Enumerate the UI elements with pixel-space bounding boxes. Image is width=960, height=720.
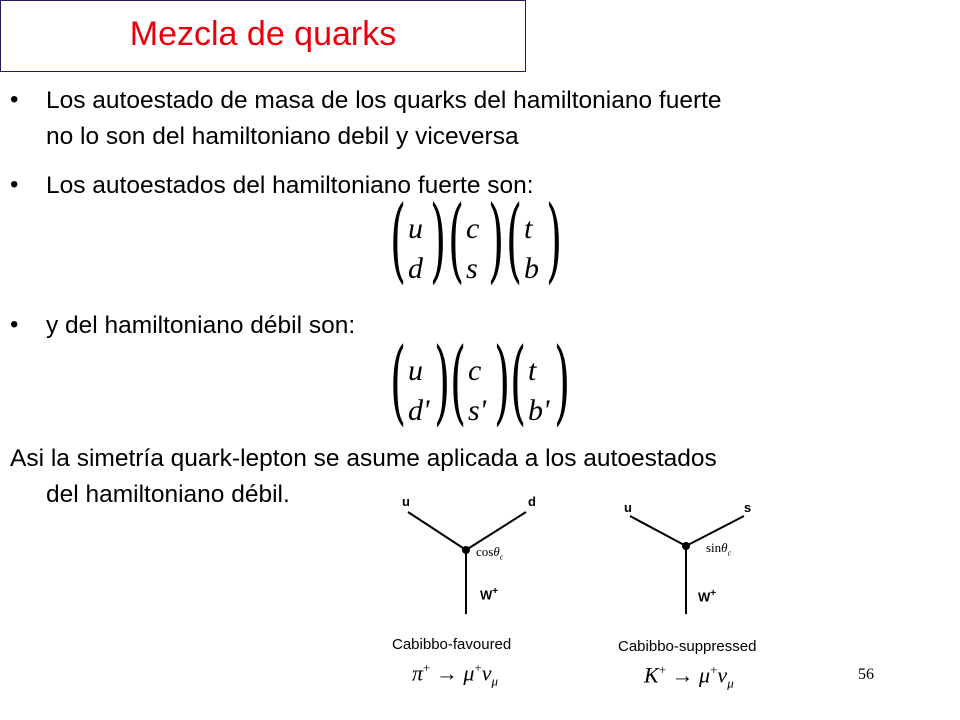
doublet-top: c — [466, 212, 480, 245]
doublet-top: t — [528, 354, 537, 387]
right-paren: ) — [488, 186, 505, 293]
coupling-label: sinθ$_c$ — [706, 540, 732, 558]
doublet-top: u — [408, 354, 423, 387]
doublet — [390, 186, 448, 294]
diagram-caption: Cabibbo-favoured — [392, 636, 512, 653]
feynman-diagram-favoured — [390, 490, 560, 690]
doublet-top: t — [524, 212, 533, 245]
doublet — [506, 186, 564, 294]
doublet-bottom: d — [408, 252, 423, 285]
left-paren: ( — [506, 186, 523, 293]
title-box — [0, 0, 526, 72]
quark-label-right: s — [744, 500, 752, 515]
right-paren: ) — [434, 328, 451, 435]
weak-doublets — [390, 328, 571, 436]
boson-label: W+ — [480, 586, 499, 603]
conclusion-text-continued: del hamiltoniano débil. — [46, 481, 290, 508]
quark-label-left: u — [624, 500, 632, 515]
doublet — [390, 328, 452, 436]
doublet-bottom: s' — [468, 394, 487, 427]
doublet-bottom: b' — [528, 394, 550, 427]
left-paren: ( — [510, 328, 527, 435]
right-paren: ) — [546, 186, 563, 293]
slide-title: Mezcla de quarks — [129, 15, 397, 53]
right-paren: ) — [554, 328, 571, 435]
page-number: 56 — [858, 666, 874, 683]
left-paren: ( — [390, 186, 407, 293]
vertex-lines — [390, 490, 560, 620]
doublet — [450, 328, 512, 436]
doublet-bottom: b — [524, 252, 539, 285]
diagram-caption: Cabibbo-suppressed — [618, 638, 757, 655]
bullet-marker: • — [10, 311, 19, 338]
vertex-lines — [612, 496, 792, 626]
bullet-text: Los autoestados del hamiltoniano fuerte son: — [46, 172, 534, 199]
doublet-bottom: s — [466, 252, 478, 285]
quark-label-left: u — [402, 494, 410, 509]
feynman-diagram-suppressed — [612, 496, 792, 696]
bullet-text: y del hamiltoniano débil son: — [46, 312, 356, 339]
coupling-label: cosθ$_c$ — [476, 544, 504, 562]
boson-label: W+ — [698, 588, 717, 605]
bullet-text-continued: no lo son del hamiltoniano debil y viceversa — [46, 123, 519, 150]
bullet-marker: • — [10, 171, 19, 198]
left-paren: ( — [450, 328, 467, 435]
doublet-top: u — [408, 212, 423, 245]
strong-doublets — [390, 186, 564, 294]
doublet-top: c — [468, 354, 482, 387]
bullet-text: Los autoestado de masa de los quarks del hamiltoniano fuerte — [46, 87, 722, 114]
left-paren: ( — [448, 186, 465, 293]
doublet — [448, 186, 506, 294]
right-paren: ) — [494, 328, 511, 435]
bullet-marker: • — [10, 86, 19, 113]
quark-label-right: d — [528, 494, 536, 509]
right-paren: ) — [430, 186, 447, 293]
doublet-bottom: d' — [408, 394, 430, 427]
doublet — [510, 328, 572, 436]
decay-equation: $\pi^+ \to \mu^+\nu_\mu$ — [412, 660, 499, 689]
decay-equation: $K^+ \to \mu^+\nu_\mu$ — [644, 662, 734, 691]
conclusion-text: Asi la simetría quark-lepton se asume aplicada a los autoestados — [10, 445, 717, 472]
left-paren: ( — [390, 328, 407, 435]
